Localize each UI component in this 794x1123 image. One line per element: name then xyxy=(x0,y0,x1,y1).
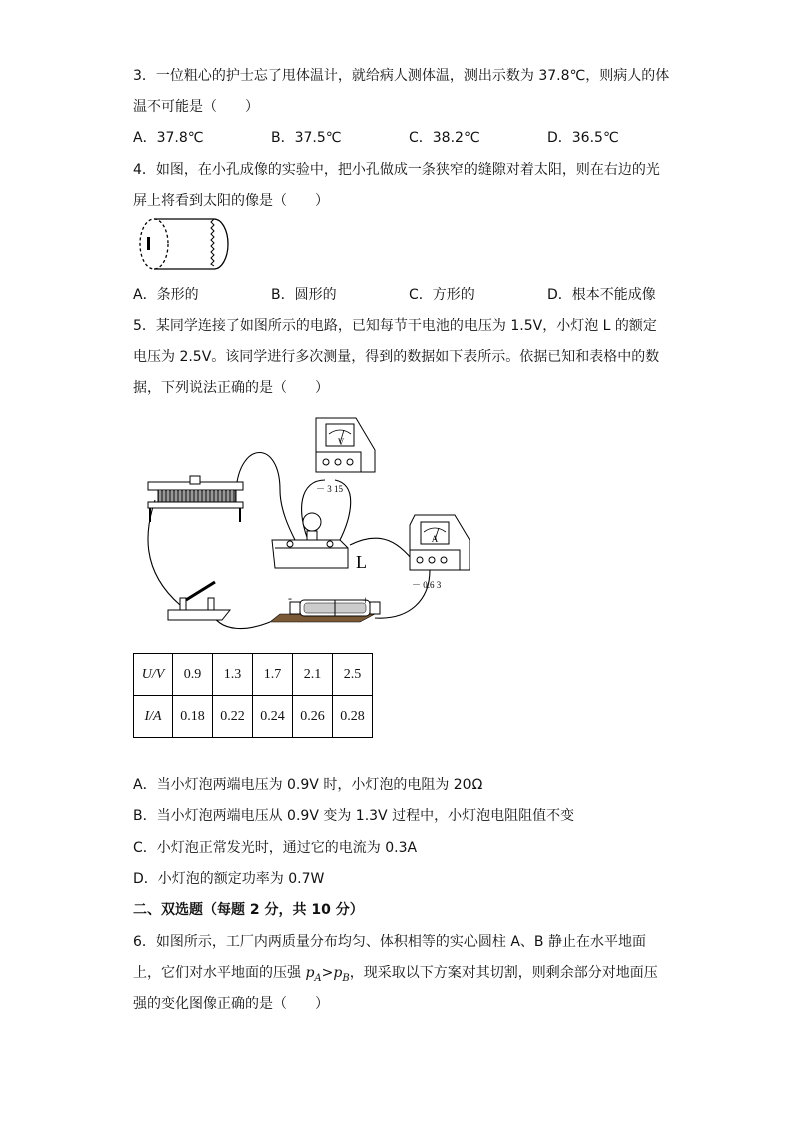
q4-option-b: B．圆形的 xyxy=(271,287,337,303)
circuit-figure xyxy=(130,410,470,640)
switch xyxy=(168,582,230,620)
pressure-symbol-a: p xyxy=(305,965,315,981)
q6-stem-line3: 强的变化图像正确的是（ ） xyxy=(133,996,329,1012)
q5-option-a: A．当小灯泡两端电压为 0.9V 时，小灯泡的电阻为 20Ω xyxy=(133,777,483,793)
table-cell: 1.3 xyxy=(213,654,253,696)
voltmeter xyxy=(316,418,375,494)
table-cell: 0.9 xyxy=(173,654,213,696)
ammeter-terminals: － 0.6 3 xyxy=(412,580,442,590)
table-cell: 2.1 xyxy=(293,654,333,696)
q5-stem-line1: 5．某同学连接了如图所示的电路，已知每节干电池的电压为 1.5V，小灯泡 L 的额定 xyxy=(133,318,657,334)
table-row-current xyxy=(134,696,373,738)
table-cell: 0.28 xyxy=(333,696,373,738)
rheostat xyxy=(148,476,243,522)
q5-stem-line3: 据，下列说法正确的是（ ） xyxy=(133,380,329,396)
q4-option-a: A．条形的 xyxy=(133,287,199,303)
lamp xyxy=(272,513,348,568)
q4-stem-line2: 屏上将看到太阳的像是（ ） xyxy=(133,193,329,209)
pressure-symbol-b: p xyxy=(333,965,343,981)
table-cell: 0.18 xyxy=(173,696,213,738)
q5-stem-line2: 电压为 2.5V。该同学进行多次测量，得到的数据如下表所示。依据已知和表格中的数 xyxy=(133,349,660,365)
q4-stem-line1: 4．如图，在小孔成像的实验中，把小孔做成一条狭窄的缝隙对着太阳，则在右边的光 xyxy=(133,162,660,178)
q5-option-b: B．当小灯泡两端电压从 0.9V 变为 1.3V 过程中，小灯泡电阻阻值不变 xyxy=(133,808,575,824)
q3-option-d: D．36.5℃ xyxy=(547,130,619,146)
table-row-voltage xyxy=(134,654,373,696)
voltmeter-letter: V xyxy=(337,437,345,447)
table-cell: 2.5 xyxy=(333,654,373,696)
pressure-subscript-b: B xyxy=(342,972,350,984)
greater-than-sign: > xyxy=(321,965,334,981)
wire xyxy=(236,453,295,541)
pressure-subscript-a: A xyxy=(314,972,322,984)
table-cell: 0.24 xyxy=(253,696,293,738)
pinhole-camera-figure xyxy=(134,216,240,272)
section-title-double-choice: 二、双选题（每题 2 分，共 10 分） xyxy=(133,902,364,918)
ammeter xyxy=(410,515,470,590)
battery-plus-label: + xyxy=(362,593,369,607)
voltmeter-terminals: － 3 15 xyxy=(316,484,344,494)
wire xyxy=(375,570,430,618)
table-cell: 1.7 xyxy=(253,654,293,696)
table-header-current: I/A xyxy=(134,696,173,738)
q5-option-d: D．小灯泡的额定功率为 0.7W xyxy=(133,871,325,887)
wire xyxy=(148,500,180,605)
q6-stem-line1: 6．如图所示，工厂内两质量分布均匀、体积相等的实心圆柱 A、B 静止在水平地面 xyxy=(133,934,646,950)
q4-option-c: C．方形的 xyxy=(409,287,475,303)
measurement-table xyxy=(133,653,373,738)
table-header-voltage: U/V xyxy=(134,654,173,696)
pinhole-slit xyxy=(147,237,150,250)
table-cell: 0.26 xyxy=(293,696,333,738)
q6-stem-line2 xyxy=(133,963,658,989)
q6-stem-line2-part2: ，现采取以下方案对其切割，则剩余部分对地面压 xyxy=(349,965,658,981)
q3-stem-line2: 温不可能是（ ） xyxy=(133,99,259,115)
q5-option-c: C．小灯泡正常发光时，通过它的电流为 0.3A xyxy=(133,840,418,856)
table-cell: 0.22 xyxy=(213,696,253,738)
lamp-label: L xyxy=(356,552,367,572)
q4-option-d: D．根本不能成像 xyxy=(547,287,656,303)
battery-minus-label: - xyxy=(288,591,292,605)
q3-stem-line1: 3．一位粗心的护士忘了甩体温计，就给病人测体温，测出示数为 37.8℃，则病人的体 xyxy=(133,68,670,84)
ammeter-letter: A xyxy=(431,534,439,544)
q3-option-b: B．37.5℃ xyxy=(271,130,342,146)
q3-option-c: C．38.2℃ xyxy=(409,130,480,146)
q6-stem-line2-part1: 上，它们对水平地面的压强 xyxy=(133,965,306,981)
q3-option-a: A．37.8℃ xyxy=(133,130,204,146)
